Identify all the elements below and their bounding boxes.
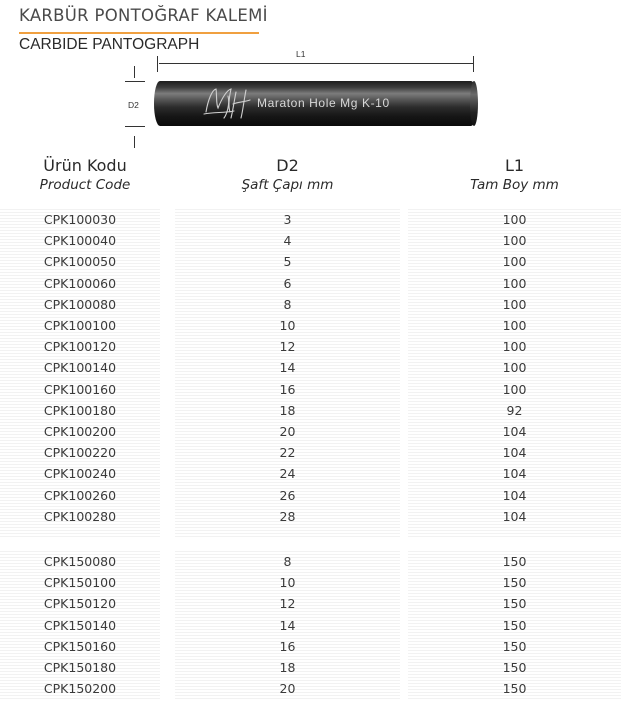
title-rule: [19, 32, 259, 34]
product-code-cell: CPK100200: [43, 424, 117, 439]
product-code-cell: CPK150160: [43, 638, 117, 654]
shaft-diameter-cell: 20: [279, 424, 296, 439]
shaft-diameter-cell: 6: [283, 275, 292, 291]
total-length-cell: 92: [506, 402, 523, 418]
shaft-diameter-cell: 24: [279, 466, 296, 482]
shaft-diameter-cell: 16: [279, 381, 296, 397]
total-length-cell: 100: [502, 339, 527, 355]
product-code-cell: CPK100040: [43, 233, 117, 249]
shaft-diameter-cell: 3: [283, 212, 292, 227]
total-length-cell: 104: [502, 508, 527, 524]
title-english: CARBIDE PANTOGRAPH: [19, 36, 200, 53]
shaft-diameter-cell: 8: [283, 554, 292, 569]
total-length-cell: 150: [502, 554, 527, 569]
header-product-code: [10, 156, 160, 193]
rod-engraving-text: Maraton Hole Mg K-10: [257, 96, 390, 110]
header-l1-title: L1: [504, 156, 525, 175]
d2-dimension-label: D2: [128, 100, 139, 110]
total-length-cell: 100: [502, 296, 527, 312]
mh-monogram-logo-icon: [200, 84, 256, 126]
total-length-cell: 100: [502, 212, 527, 227]
product-code-cell: CPK100180: [43, 402, 117, 418]
total-length-cell: 100: [502, 233, 527, 249]
shaft-diameter-cell: 28: [279, 508, 296, 524]
l1-line: [159, 63, 473, 64]
product-code-cell: CPK100220: [43, 445, 117, 461]
total-length-cell: 150: [502, 660, 527, 675]
product-code-cell: CPK100080: [43, 296, 117, 312]
product-code-cell: CPK150100: [43, 575, 117, 591]
total-length-cell: 100: [502, 275, 527, 291]
product-code-cell: CPK100100: [43, 318, 117, 333]
total-length-cell: 104: [502, 487, 527, 503]
product-code-cell: CPK100260: [43, 487, 117, 503]
product-code-cell: CPK100030: [43, 212, 117, 227]
header-d2-title: D2: [276, 156, 299, 175]
shaft-diameter-cell: 5: [283, 254, 292, 270]
header-l1-subtitle: Tam Boy mm: [470, 177, 559, 193]
product-code-cell: CPK150140: [43, 617, 117, 633]
d2-line-bottom: [125, 126, 145, 127]
carbide-rod-end: [470, 81, 478, 126]
shaft-diameter-cell: 16: [279, 638, 296, 654]
title-turkish: KARBÜR PONTOĞRAF KALEMİ: [19, 6, 268, 25]
header-d2: [175, 156, 400, 193]
product-code-cell: CPK100060: [43, 275, 117, 291]
header-code-title: Ürün Kodu: [43, 156, 127, 175]
total-length-cell: 150: [502, 596, 527, 612]
shaft-diameter-cell: 10: [279, 575, 296, 591]
shaft-diameter-cell: 26: [279, 487, 296, 503]
total-length-cell: 104: [502, 424, 527, 439]
product-code-cell: CPK100160: [43, 381, 117, 397]
shaft-diameter-cell: 12: [279, 596, 296, 612]
total-length-cell: 100: [502, 381, 527, 397]
d2-tick-top: [134, 66, 135, 78]
d2-line-top: [125, 81, 145, 82]
d2-tick-bottom: [134, 136, 135, 148]
total-length-cell: 100: [502, 254, 527, 270]
product-code-cell: CPK100120: [43, 339, 117, 355]
header-l1: [408, 156, 621, 193]
shaft-diameter-cell: 8: [283, 296, 292, 312]
product-code-cell: CPK150200: [43, 681, 117, 697]
product-code-cell: CPK150180: [43, 660, 117, 675]
header-code-subtitle: Product Code: [39, 177, 131, 193]
product-code-cell: CPK100240: [43, 466, 117, 482]
product-code-cell: CPK150120: [43, 596, 117, 612]
header-d2-subtitle: Şaft Çapı mm: [241, 177, 334, 193]
shaft-diameter-cell: 20: [279, 681, 296, 697]
shaft-diameter-cell: 12: [279, 339, 296, 355]
total-length-cell: 100: [502, 360, 527, 376]
total-length-cell: 150: [502, 575, 527, 591]
shaft-diameter-cell: 4: [283, 233, 292, 249]
shaft-diameter-cell: 10: [279, 318, 296, 333]
total-length-cell: 104: [502, 445, 527, 461]
l1-dimension-label: L1: [296, 49, 306, 59]
total-length-cell: 150: [502, 681, 527, 697]
total-length-cell: 100: [502, 318, 527, 333]
shaft-diameter-cell: 22: [279, 445, 296, 461]
total-length-cell: 104: [502, 466, 527, 482]
shaft-diameter-cell: 18: [279, 402, 296, 418]
l1-tick-right: [473, 56, 474, 72]
total-length-cell: 150: [502, 638, 527, 654]
l1-tick-left: [157, 56, 158, 72]
product-code-cell: CPK150080: [43, 554, 117, 569]
shaft-diameter-cell: 18: [279, 660, 296, 675]
shaft-diameter-cell: 14: [279, 617, 296, 633]
product-code-cell: CPK100050: [43, 254, 117, 270]
product-code-cell: CPK100280: [43, 508, 117, 524]
shaft-diameter-cell: 14: [279, 360, 296, 376]
product-code-cell: CPK100140: [43, 360, 117, 376]
total-length-cell: 150: [502, 617, 527, 633]
